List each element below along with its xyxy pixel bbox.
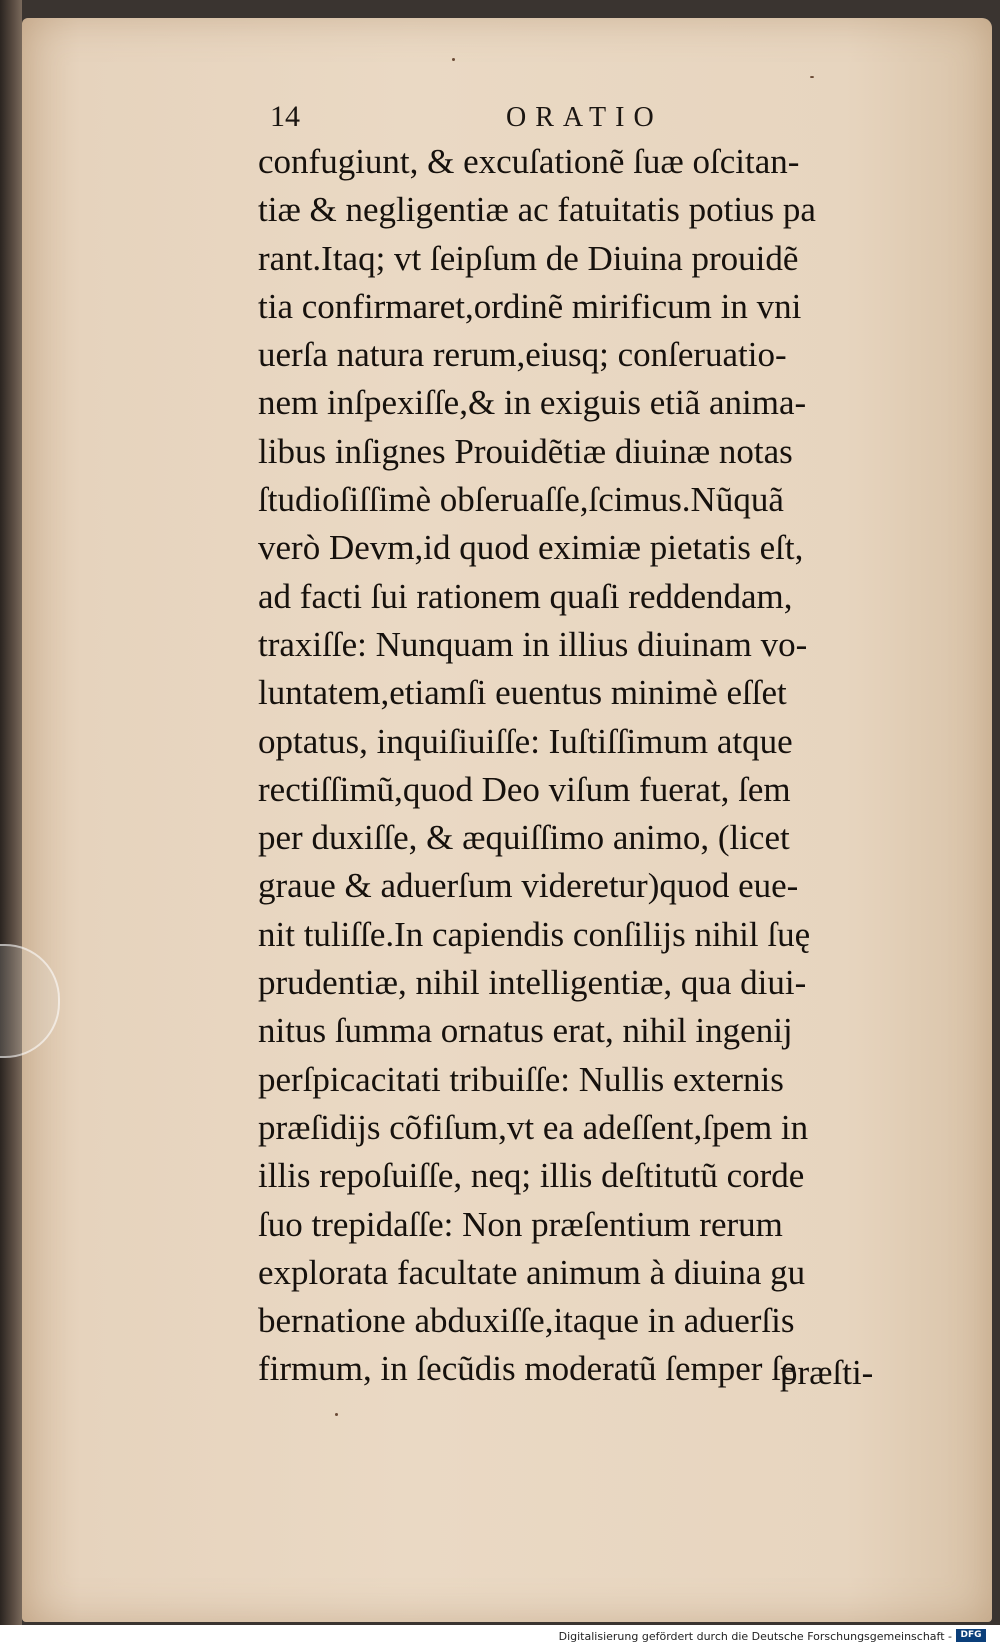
text-line: ad facti ſui rationem quaſi reddendam,	[258, 576, 793, 616]
text-line: rant.Itaq; vt ſeipſum de Diuina prouidẽ	[258, 238, 799, 278]
text-line: verò Devm,id quod eximiæ pietatis eſt,	[258, 528, 804, 568]
dfg-logo-icon: DFG	[956, 1629, 986, 1642]
text-line: luntatem,etiamſi euentus minimè eſſet	[258, 673, 787, 713]
text-line: libus inſignes Prouidẽtiæ diuinæ notas	[258, 431, 793, 471]
text-line: rectiſſimũ,quod Deo viſum fuerat, ſem	[258, 769, 791, 809]
text-line: nit tuliſſe.In capiendis conſilijs nihil ſuę	[258, 914, 811, 954]
funding-credit: Digitalisierung gefördert durch die Deutsche Forschungsgemeinschaft -	[558, 1630, 952, 1643]
text-line: nem inſpexiſſe,& in exiguis etiã anima-	[258, 383, 807, 423]
text-line: prudentiæ, nihil intelligentiæ, qua diui-	[258, 963, 807, 1003]
text-line: traxiſſe: Nunquam in illius diuinam vo-	[258, 624, 808, 664]
text-line: uerſa natura rerum,eiusq; conſeruatio-	[258, 335, 787, 375]
text-line: nitus ſumma ornatus erat, nihil ingenij	[258, 1011, 793, 1051]
text-line: præſidijs cõfiſum,vt ea adeſſent,ſpem in	[258, 1107, 809, 1147]
text-line: ſuo trepidaſſe: Non præſentium rerum	[258, 1204, 783, 1244]
paper-speck	[810, 76, 814, 78]
body-text	[258, 138, 958, 1394]
text-line: explorata facultate animum à diuina gu	[258, 1252, 806, 1292]
running-title: ORATIO	[506, 102, 663, 133]
paper-speck	[452, 58, 455, 61]
catchword: præſti-	[780, 1353, 874, 1392]
footer-bar	[0, 1625, 1000, 1646]
text-line: graue & aduerſum videretur)quod eue-	[258, 866, 799, 906]
text-line: ſtudioſiſſimè obſeruaſſe,ſcimus.Nũquã	[258, 480, 784, 520]
page-number: 14	[270, 100, 300, 133]
text-line: perſpicacitati tribuiſſe: Nullis externis	[258, 1059, 784, 1099]
page-header	[270, 100, 950, 140]
text-line: optatus, inquiſiuiſſe: Iuſtiſſimum atque	[258, 721, 793, 761]
text-line: illis repoſuiſſe, neq; illis deſtitutũ corde	[258, 1156, 805, 1196]
paper-speck	[335, 1413, 338, 1416]
book-spine-edge	[0, 0, 22, 1625]
text-line: bernatione abduxiſſe,itaque in aduerſis	[258, 1301, 795, 1341]
text-line: tiæ & negligentiæ ac fatuitatis potius pa	[258, 190, 816, 230]
text-line: tia confirmaret,ordinẽ mirificum in vni	[258, 286, 802, 326]
text-line: per duxiſſe, & æquiſſimo animo, (licet	[258, 818, 790, 858]
text-line: confugiunt, & excuſationẽ ſuæ oſcitan-	[258, 142, 800, 181]
text-line: firmum, in ſecũdis moderatũ ſemper ſe	[258, 1349, 797, 1389]
